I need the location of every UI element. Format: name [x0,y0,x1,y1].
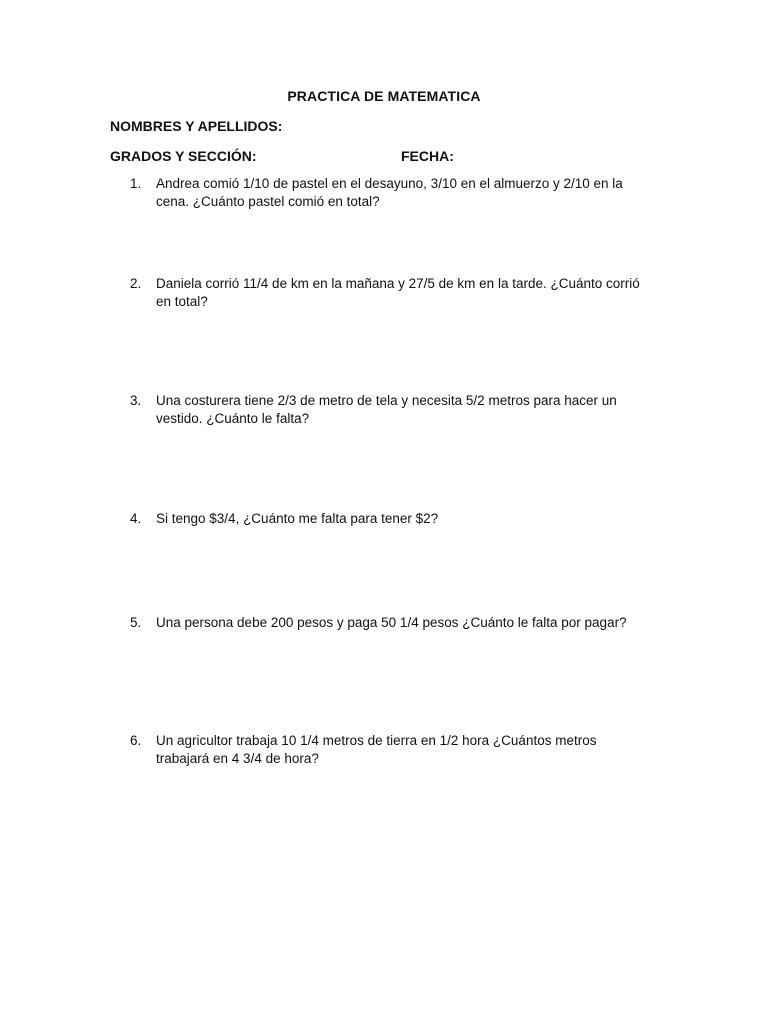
question-3 [130,392,650,427]
question-6 [130,732,650,767]
question-1 [130,175,650,210]
question-text: Una costurera tiene 2/3 de metro de tela y necesita 5/2 metros para hacer un vestido. ¿Cuánto le falta? [156,393,617,426]
question-number: 5. [130,615,142,630]
question-2 [130,275,650,310]
grados-label: GRADOS Y SECCIÓN: [110,148,257,164]
question-4 [130,510,650,528]
question-text: Un agricultor trabaja 10 1/4 metros de tierra en 1/2 hora ¿Cuántos metros trabajará en 4 3/4 de hora? [156,733,597,766]
question-text: Si tengo $3/4, ¿Cuánto me falta para tener $2? [156,511,439,526]
question-number: 2. [130,276,142,291]
question-number: 6. [130,733,142,748]
document-title: PRACTICA DE MATEMATICA [287,88,481,104]
fecha-label: FECHA: [401,148,454,164]
question-text: Andrea comió 1/10 de pastel en el desayuno, 3/10 en el almuerzo y 2/10 en la cena. ¿Cuánto pastel comió en total? [156,176,623,209]
nombres-label: NOMBRES Y APELLIDOS: [110,118,283,134]
question-5 [130,614,650,632]
question-number: 3. [130,393,142,408]
question-text: Daniela corrió 11/4 de km en la mañana y 27/5 de km en la tarde. ¿Cuánto corrió en total? [156,276,640,309]
question-number: 1. [130,176,142,191]
question-number: 4. [130,511,142,526]
question-text: Una persona debe 200 pesos y paga 50 1/4 pesos ¿Cuánto le falta por pagar? [156,615,627,630]
